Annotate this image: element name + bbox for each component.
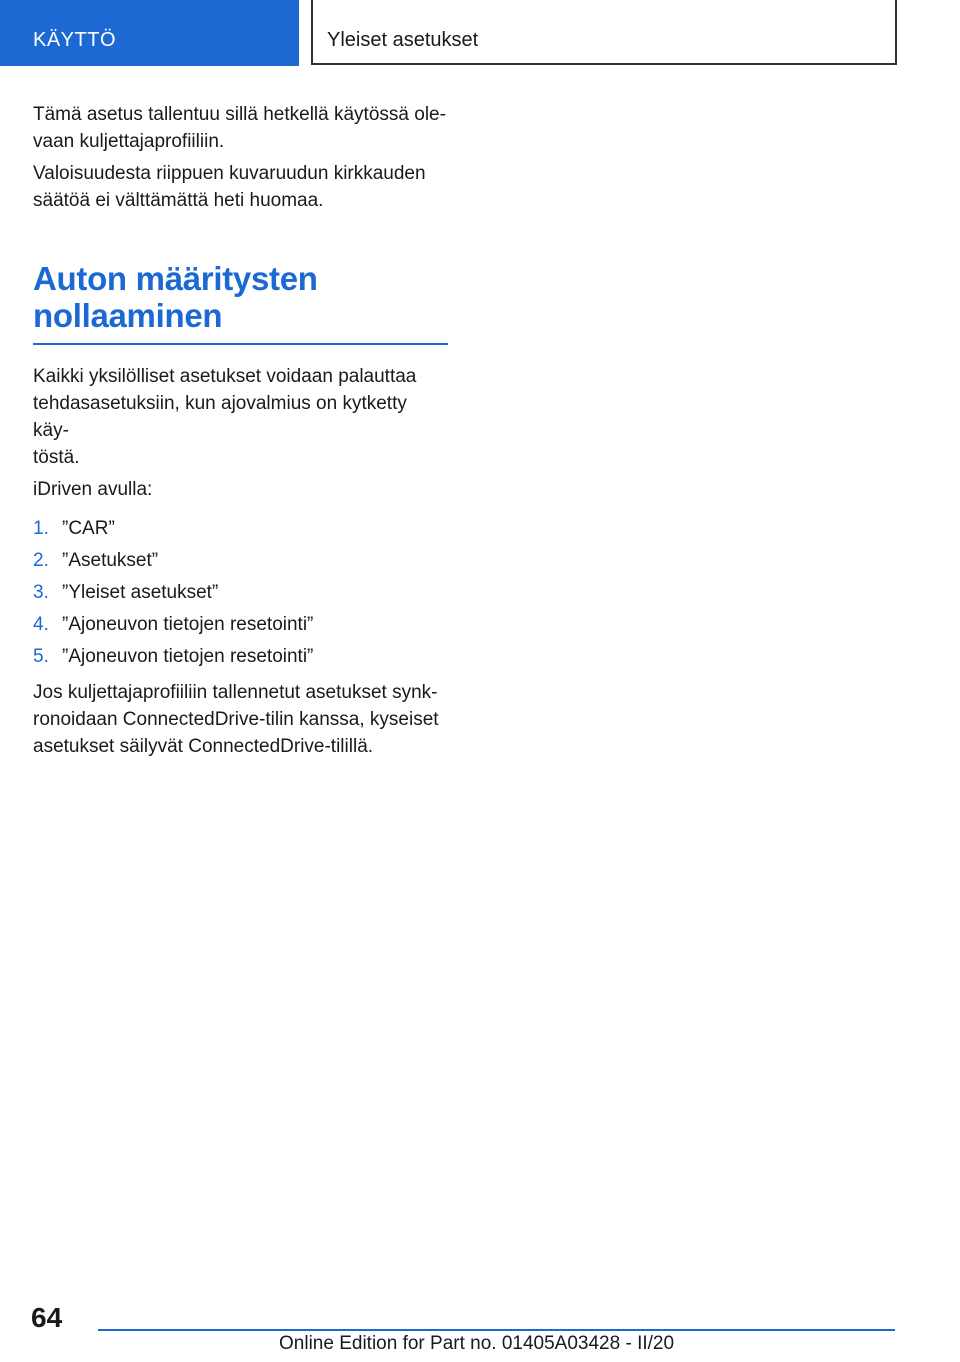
section-paragraph-3: Jos kuljettajaprofiiliin tallennetut asetukset synk- ronoidaan ConnectedDrive-tilin kanssa, kyseiset asetukset säilyvät ConnectedDrive-tilillä. — [33, 682, 439, 757]
list-item — [33, 513, 448, 545]
list-item — [33, 577, 448, 609]
intro-paragraph-2: Valoisuudesta riippuen kuvaruudun kirkkauden säätöä ei välttämättä heti huomaa. — [33, 163, 426, 211]
step-list — [33, 513, 448, 673]
step-text: ”CAR” — [62, 518, 115, 539]
chapter-tab — [0, 0, 299, 66]
main-content — [33, 101, 448, 765]
step-number: 1. — [33, 518, 49, 539]
step-text: ”Asetukset” — [62, 550, 159, 571]
intro-paragraph-1: Tämä asetus tallentuu sillä hetkellä käytössä ole- vaan kuljettajaprofiiliin. — [33, 104, 446, 152]
edition-footer: Online Edition for Part no. 01405A03428 - II/20 — [279, 1333, 675, 1354]
list-item — [33, 545, 448, 577]
step-number: 3. — [33, 582, 49, 603]
list-item — [33, 609, 448, 641]
step-number: 2. — [33, 550, 49, 571]
section-title: Auton määritysten nollaaminen — [33, 260, 318, 334]
step-number: 4. — [33, 614, 49, 635]
step-number: 5. — [33, 646, 49, 667]
section-header — [311, 0, 897, 65]
title-divider — [33, 343, 448, 345]
section-paragraph-2: iDriven avulla: — [33, 479, 153, 500]
step-text: ”Ajoneuvon tietojen resetointi” — [62, 646, 314, 667]
chapter-label: KÄYTTÖ — [33, 29, 117, 51]
step-text: ”Yleiset asetukset” — [62, 582, 219, 603]
page-number: 64 — [31, 1302, 63, 1333]
section-header-label: Yleiset asetukset — [327, 29, 479, 51]
section-paragraph-1: Kaikki yksilölliset asetukset voidaan palauttaa tehdasasetuksiin, kun ajovalmius on kytketty käy- töstä. — [33, 366, 417, 468]
footer-divider — [98, 1329, 895, 1331]
list-item — [33, 641, 448, 673]
step-text: ”Ajoneuvon tietojen resetointi” — [62, 614, 314, 635]
